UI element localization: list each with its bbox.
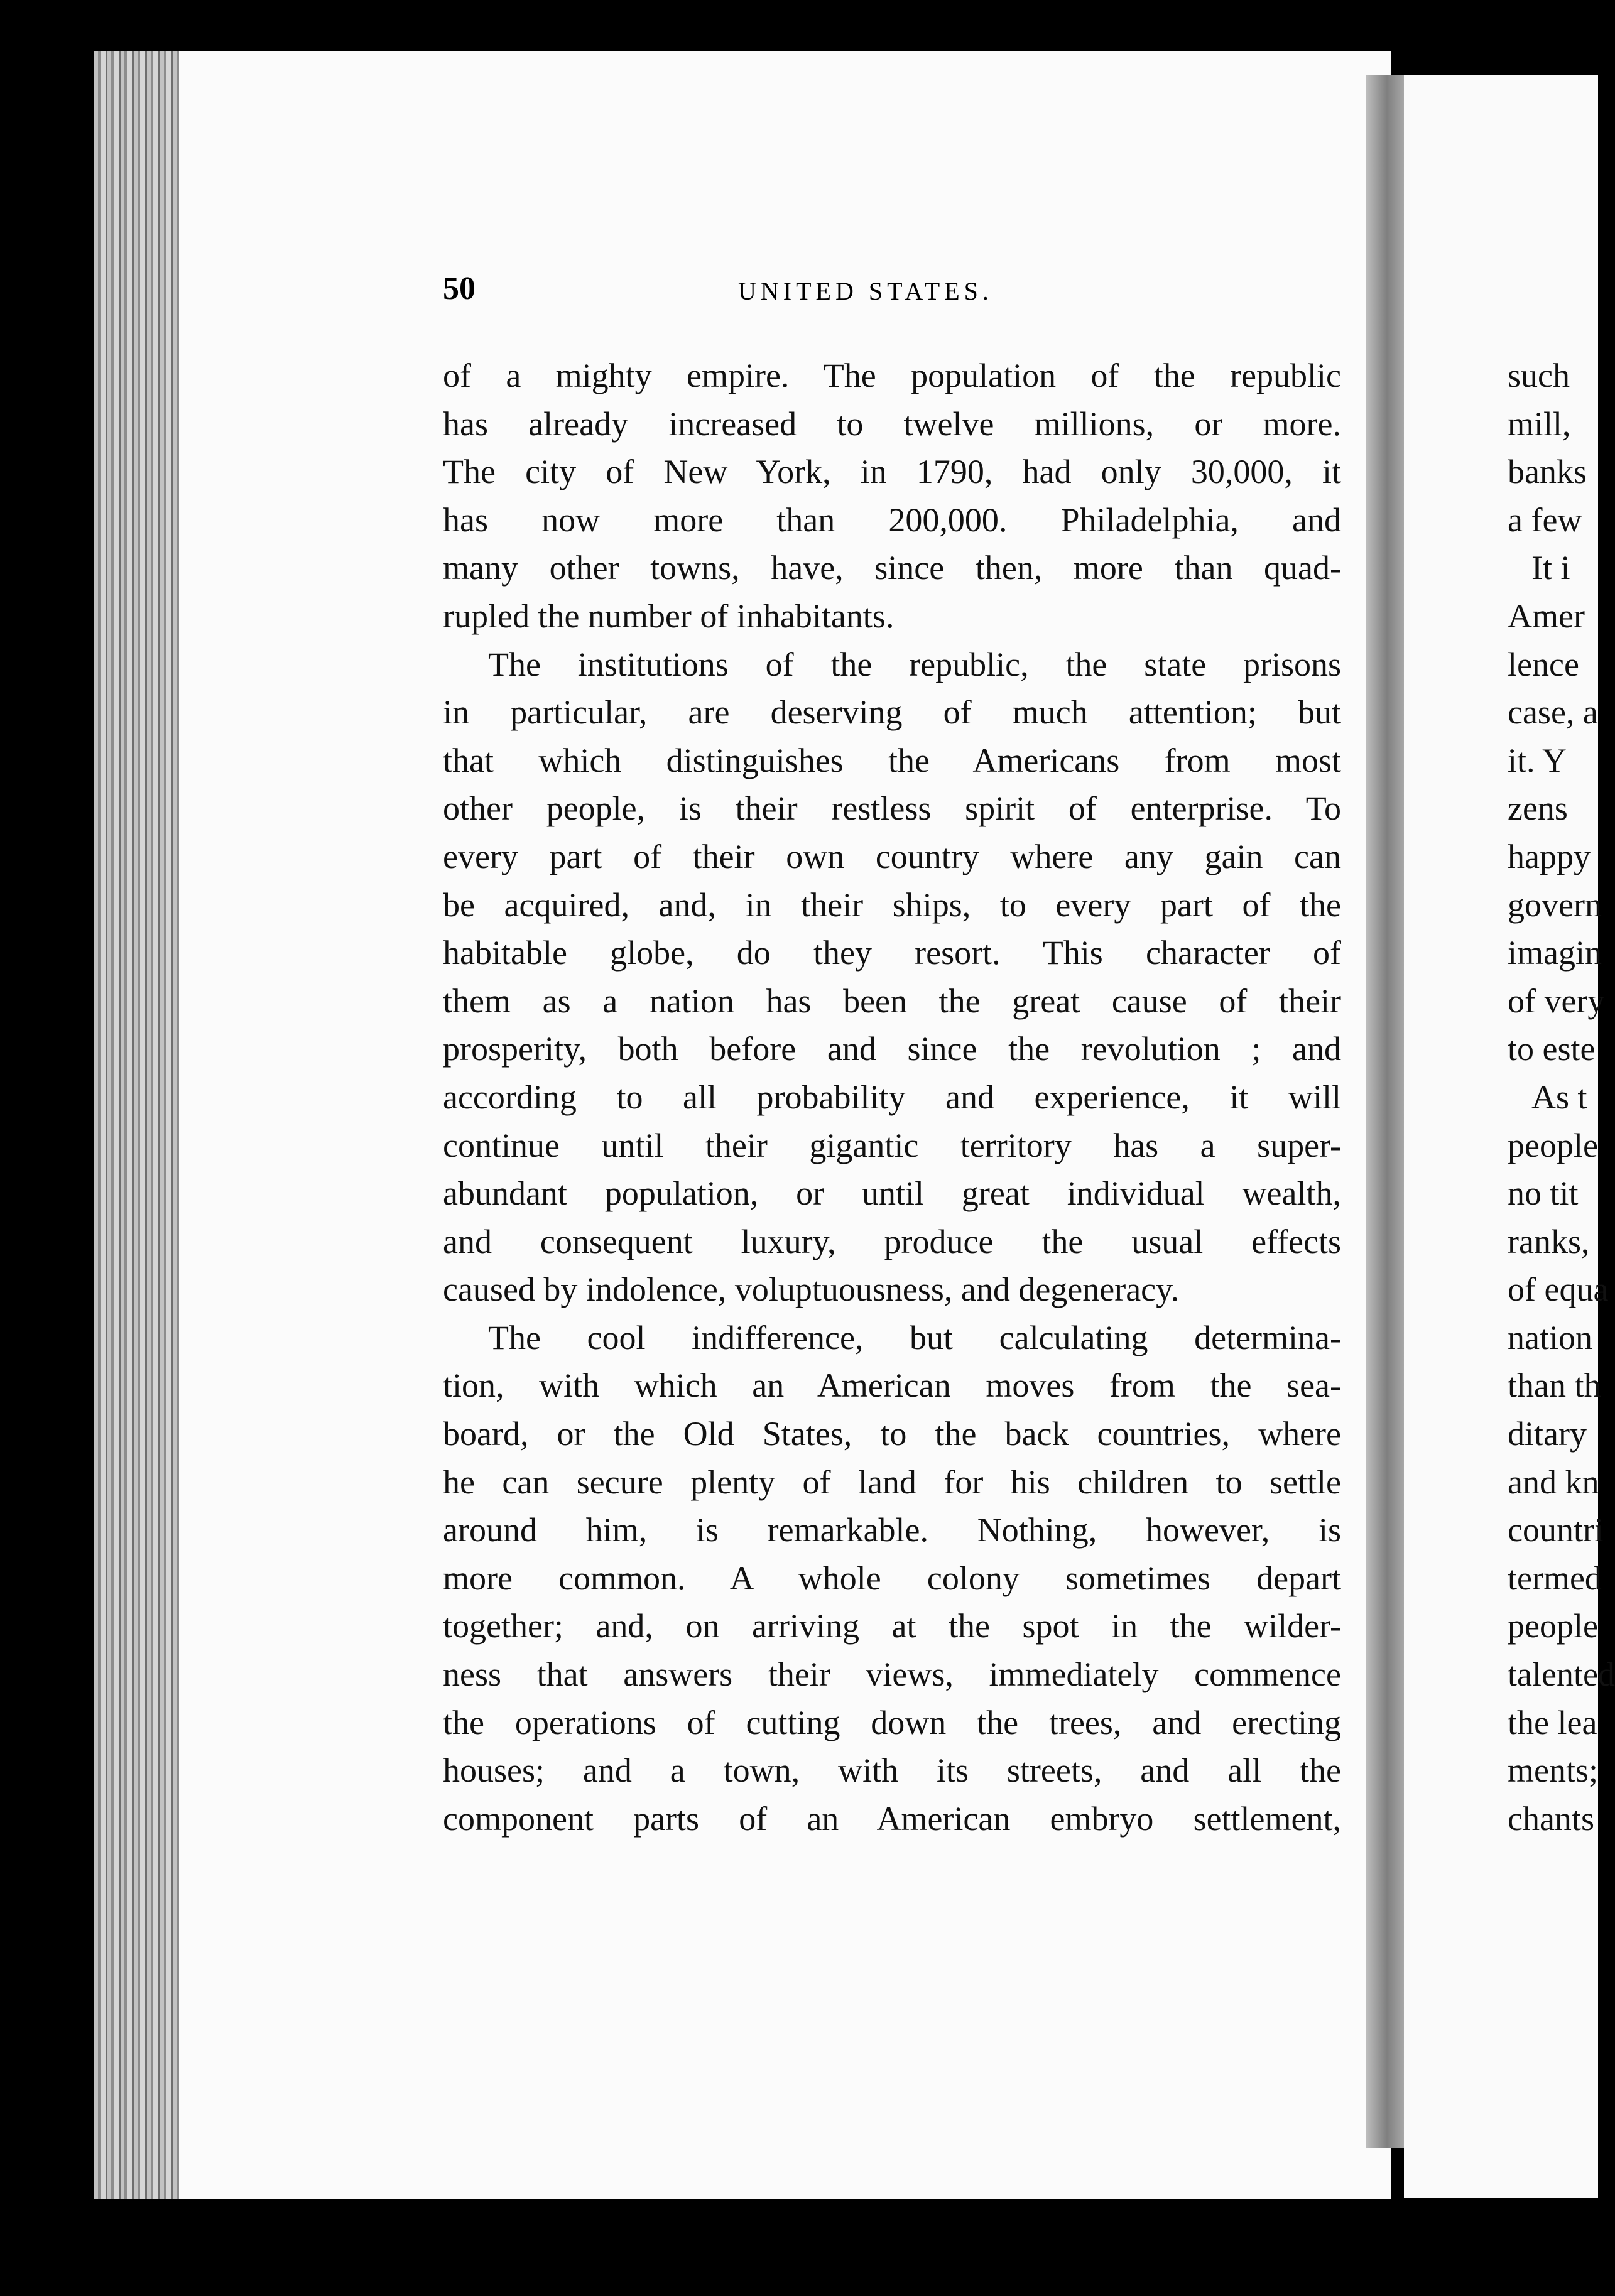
text-line: of a mighty empire. The population of the republic (443, 357, 1341, 394)
text-line: habitable globe, do they resort. This character of (443, 934, 1341, 972)
text-line: them as a nation has been the great cause of their (443, 982, 1341, 1020)
next-page-line: of equa (1508, 1270, 1609, 1309)
next-page-line: happy (1508, 837, 1591, 875)
text-line: the operations of cutting down the trees, and erecting (443, 1703, 1341, 1741)
next-page-line: It i (1531, 549, 1570, 587)
next-page-line: than th (1508, 1367, 1601, 1405)
next-page-line: banks (1508, 453, 1587, 491)
next-page-line: zens (1508, 789, 1568, 828)
next-page-text-fragment (1508, 352, 1615, 1843)
text-line: abundant population, or until great individual wealth, (443, 1174, 1341, 1213)
text-line: prosperity, both before and since the revolution ; and (443, 1030, 1341, 1068)
page-number: 50 (443, 271, 476, 306)
text-line: every part of their own country where any gain can (443, 837, 1341, 875)
text-line: more common. A whole colony sometimes depart (443, 1559, 1341, 1597)
next-page-line: a few (1508, 501, 1582, 539)
next-page-line: ditary (1508, 1415, 1587, 1453)
text-line: be acquired, and, in their ships, to every part of the (443, 885, 1341, 924)
next-page-line: countri (1508, 1511, 1604, 1549)
next-page-line: case, a (1508, 693, 1598, 732)
text-line: that which distinguishes the Americans from most (443, 741, 1341, 779)
text-line: The institutions of the republic, the state prisons (488, 645, 1341, 683)
next-page-line: ments; (1508, 1752, 1598, 1790)
next-page-line: and kn (1508, 1463, 1599, 1501)
text-line: other people, is their restless spirit of enterprise. To (443, 789, 1341, 828)
next-page-line: govern (1508, 885, 1602, 924)
text-line: many other towns, have, since then, more than quad- (443, 549, 1341, 587)
text-line: according to all probability and experience, it will (443, 1078, 1341, 1116)
next-page-line: mill, (1508, 404, 1571, 443)
next-page-line: people (1508, 1607, 1598, 1645)
text-line: rupled the number of inhabitants. (443, 597, 895, 635)
next-page-line: such (1508, 357, 1570, 394)
next-page-line: ranks, (1508, 1222, 1590, 1260)
next-page-line: chants (1508, 1799, 1594, 1838)
page-gutter-shadow (1366, 75, 1404, 2148)
next-page-line: nation (1508, 1318, 1592, 1356)
text-line: tion, with which an American moves from the sea- (443, 1367, 1341, 1405)
text-line: has now more than 200,000. Philadelphia, and (443, 501, 1341, 539)
text-line: The cool indifference, but calculating determina- (488, 1318, 1341, 1356)
text-line: board, or the Old States, to the back countries, where (443, 1415, 1341, 1453)
text-line: has already increased to twelve millions, or more. (443, 404, 1341, 443)
running-head (443, 270, 1341, 320)
next-page-line: lence (1508, 645, 1579, 683)
text-line: houses; and a town, with its streets, and all the (443, 1752, 1341, 1790)
next-page-line: imagin (1508, 934, 1602, 972)
text-line: together; and, on arriving at the spot in the wilder- (443, 1607, 1341, 1645)
next-page-line: talented (1508, 1655, 1615, 1694)
text-line: and consequent luxury, produce the usual effects (443, 1222, 1341, 1260)
next-page-line: people (1508, 1126, 1598, 1164)
next-page-line: no tit (1508, 1174, 1579, 1213)
next-page-line: As t (1531, 1078, 1587, 1116)
next-page-line: termed (1508, 1559, 1602, 1597)
next-page-line: to este (1508, 1030, 1596, 1068)
next-page-line: of very (1508, 982, 1605, 1020)
text-line: he can secure plenty of land for his children to settle (443, 1463, 1341, 1501)
text-line: around him, is remarkable. Nothing, however, is (443, 1511, 1341, 1549)
text-line: The city of New York, in 1790, had only 30,000, it (443, 453, 1341, 491)
text-line: component parts of an American embryo settlement, (443, 1799, 1341, 1838)
text-line: caused by indolence, voluptuousness, and degeneracy. (443, 1270, 1180, 1309)
next-page-line: Amer (1508, 597, 1585, 635)
text-line: ness that answers their views, immediately commence (443, 1655, 1341, 1694)
page-body-text (443, 352, 1341, 1843)
text-line: in particular, are deserving of much attention; but (443, 693, 1341, 732)
text-line: continue until their gigantic territory has a super- (443, 1126, 1341, 1164)
next-page-line: the lea (1508, 1703, 1597, 1741)
next-page-line: it. Y (1508, 741, 1567, 779)
running-title: UNITED STATES. (738, 277, 993, 305)
